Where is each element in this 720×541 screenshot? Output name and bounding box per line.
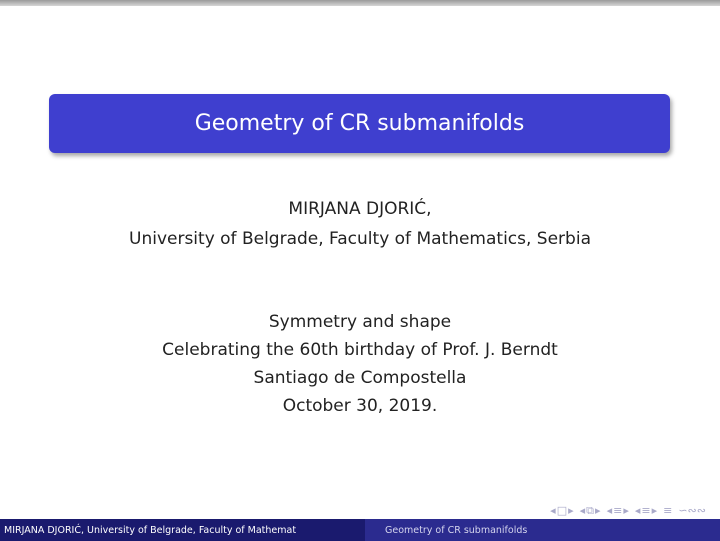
event-date: October 30, 2019.	[282, 396, 438, 416]
prev-subsection-icon[interactable]: ◂	[579, 503, 586, 517]
frame-nav	[550, 505, 573, 516]
top-rule	[0, 0, 720, 6]
event-block	[0, 308, 720, 420]
prev-frame-icon[interactable]: ◂	[550, 503, 556, 517]
next-frame-icon[interactable]: ▸	[568, 503, 574, 517]
subsec-nav	[635, 505, 657, 516]
event-occasion: Celebrating the 60th birthday of Prof. J. Berndt	[162, 340, 558, 360]
next-subsec-icon[interactable]: ▸	[651, 503, 658, 517]
author-affiliation: University of Belgrade, Faculty of Mathematics, Serbia	[129, 229, 591, 249]
search-icon[interactable]: ∽∾∾	[678, 503, 706, 517]
frame-icon[interactable]: □	[556, 503, 568, 517]
document-icon[interactable]: ≡	[663, 503, 673, 517]
section-nav	[607, 505, 629, 516]
subsection-nav	[580, 505, 601, 516]
subsec-icon[interactable]: ≡	[641, 503, 651, 517]
next-section-icon[interactable]: ▸	[623, 503, 629, 517]
beamer-navigation	[550, 500, 706, 520]
footer-title: Geometry of CR submanifolds	[365, 519, 720, 541]
author-name: MIRJANA DJORIĆ,	[288, 199, 432, 219]
event-location: Santiago de Compostella	[253, 368, 467, 388]
slide-title: Geometry of CR submanifolds	[194, 110, 525, 136]
next-subsection-icon[interactable]: ▸	[595, 503, 601, 517]
subsection-icon[interactable]: ⧉	[586, 503, 595, 517]
footer-author: MIRJANA DJORIĆ, University of Belgrade, Faculty of Mathemat	[0, 519, 365, 541]
footer	[0, 519, 720, 541]
author-block	[0, 194, 720, 254]
section-icon[interactable]: ≡	[613, 503, 623, 517]
title-box	[49, 94, 670, 153]
event-title: Symmetry and shape	[268, 312, 452, 332]
prev-subsec-icon[interactable]: ◂	[634, 503, 641, 517]
prev-section-icon[interactable]: ◂	[606, 503, 613, 517]
